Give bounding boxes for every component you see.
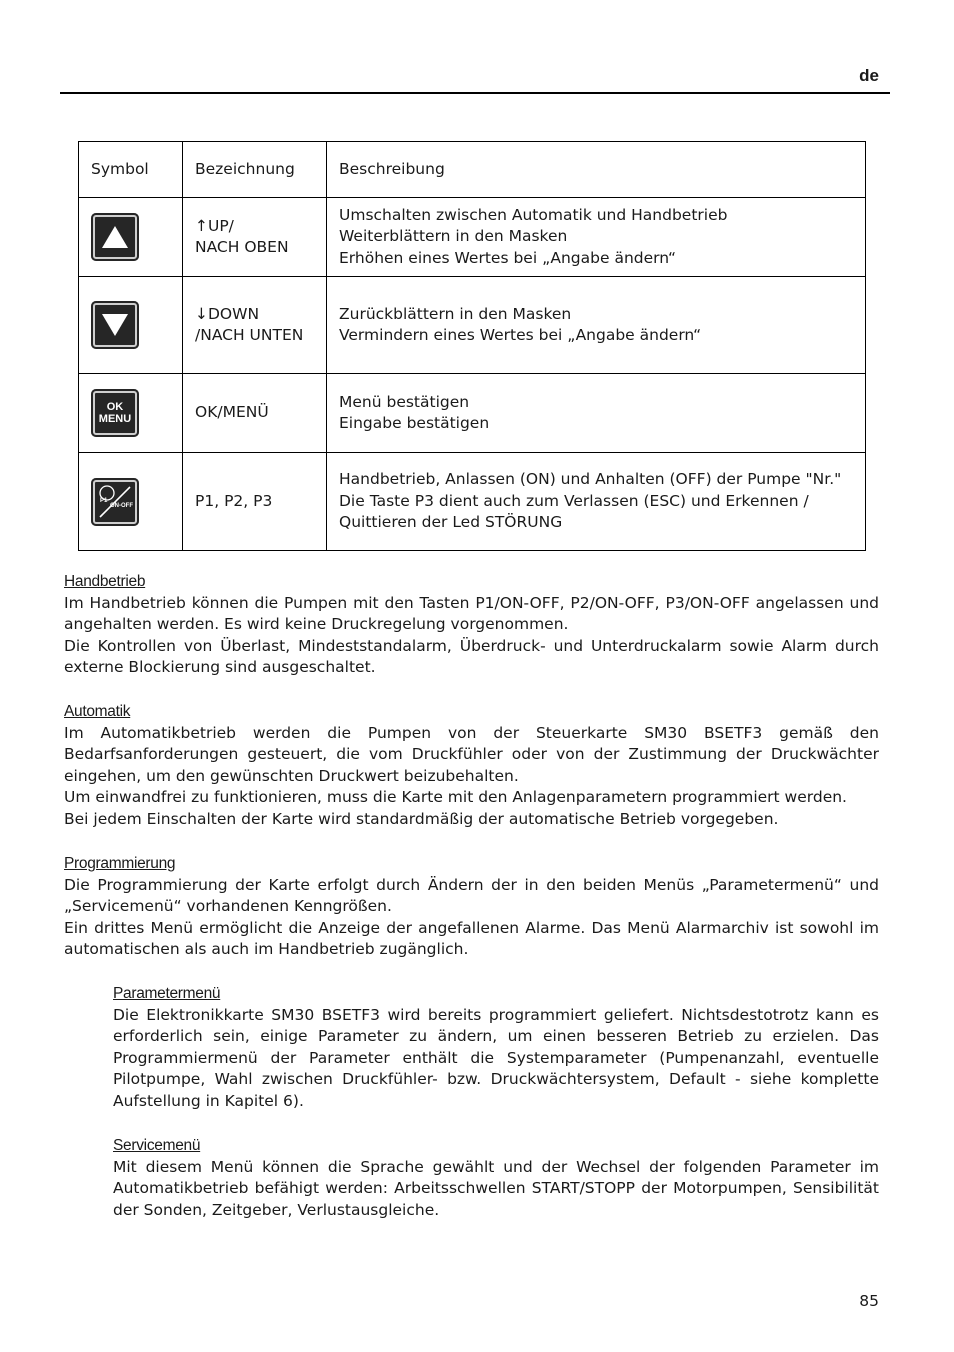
symbol-cell xyxy=(79,453,183,551)
section-title: Handbetrieb xyxy=(64,573,146,590)
description-cell xyxy=(327,277,866,374)
language-tag: de xyxy=(859,66,879,85)
arrow-down-key-icon xyxy=(91,301,139,349)
section-automatic-mode xyxy=(64,701,879,831)
section-paragraph: Die Elektronikkarte SM30 BSETF3 wird bereits programmiert geliefert. Nichtsdestotrotz kann es erforderlich sein, einige Parameter zu ändern, um einen besseren Betrieb zu erzielen. Das Programmiermenü der Parameter enthält die Systemparameter (Pumpenanzahl, eventuelle Pilotpumpe, Wahl zwischen Druckfühler- bzw. Druckwächtersystem, Default - siehe komplette Aufstellung in Kapitel 6). xyxy=(113,1005,879,1110)
symbol-cell xyxy=(79,277,183,374)
section-paragraph: Ein drittes Menü ermöglicht die Anzeige der angefallenen Alarme. Das Menü Alarmarchiv ist sowohl im automatischen als auch im Handbetrieb zugänglich. xyxy=(64,918,879,959)
section-paragraph: Die Programmierung der Karte erfolgt durch Ändern der in den beiden Menüs „Parametermenü“ und „Servicemenü“ vorhandenen Kenngrößen. xyxy=(64,875,879,916)
header-description: Beschreibung xyxy=(327,142,866,198)
table-row xyxy=(79,198,866,277)
header-symbol: Symbol xyxy=(79,142,183,198)
description-line: Vermindern eines Wertes bei „Angabe ändern“ xyxy=(339,326,702,344)
name-line: P1, P2, P3 xyxy=(195,491,273,510)
description-cell xyxy=(327,453,866,551)
header-name: Bezeichnung xyxy=(183,142,327,198)
section-paragraph: Im Automatikbetrieb werden die Pumpen von der Steuerkarte SM30 BSETF3 gemäß den Bedarfsanforderungen gesteuert, die vom Druckfühler oder von der Zustimmung der Druckwächter eingehen, um den gewünschten Druckwert beizubehalten. xyxy=(64,723,879,785)
description-line: Handbetrieb, Anlassen (ON) und Anhalten (OFF) der Pumpe "Nr." xyxy=(339,470,842,489)
description-line: Zurückblättern in den Masken xyxy=(339,304,572,323)
header-rule xyxy=(60,92,890,94)
section-paragraph: Die Kontrollen von Überlast, Mindeststandalarm, Überdruck- und Unterdruckalarm sowie Alarm durch externe Blockierung sind ausgeschaltet. xyxy=(64,636,879,677)
description-line: Die Taste P3 dient auch zum Verlassen (ESC) und Erkennen / xyxy=(339,491,809,510)
name-cell xyxy=(183,453,327,551)
description-line: Erhöhen eines Wertes bei „Angabe ändern“ xyxy=(339,248,676,267)
section-service-menu xyxy=(113,1135,879,1221)
section-parameter-menu xyxy=(113,983,879,1113)
section-title: Programmierung xyxy=(64,855,176,872)
description-line: Umschalten zwischen Automatik und Handbetrieb xyxy=(339,205,728,224)
table-row xyxy=(79,453,866,551)
description-line: Eingabe bestätigen xyxy=(339,414,490,432)
name-line: OK/MENÜ xyxy=(195,403,269,422)
name-line: ↓DOWN xyxy=(195,304,260,323)
symbol-cell xyxy=(79,374,183,453)
description-cell xyxy=(327,198,866,277)
name-line: NACH OBEN xyxy=(195,238,289,256)
section-title: Servicemenü xyxy=(113,1137,201,1154)
ok-menu-key-icon xyxy=(91,389,139,437)
menu-key-text: MENU xyxy=(98,413,132,425)
section-paragraph: Im Handbetrieb können die Pumpen mit den Tasten P1/ON-OFF, P2/ON-OFF, P3/ON-OFF angelassen und angehalten werden. Es wird keine Druckregelung vorgenommen. xyxy=(64,593,879,634)
section-paragraph: Mit diesem Menü können die Sprache gewählt und der Wechsel der folgenden Parameter im Automatikbetrieb befähigt werden: Arbeitsschwellen START/STOPP der Motorpumpen, Sensibilität der Sonden, Zeitgeber, Verlustausgleiche. xyxy=(113,1157,879,1219)
page-number: 85 xyxy=(859,1292,879,1310)
section-paragraph: Um einwandfrei zu funktionieren, muss die Karte mit den Anlagenparametern programmiert werden. xyxy=(64,788,847,807)
section-title: Parametermenü xyxy=(113,985,221,1002)
name-line: /NACH UNTEN xyxy=(195,326,304,344)
name-line: ↑UP/ xyxy=(195,216,234,235)
table-header-row xyxy=(79,142,866,198)
section-title: Automatik xyxy=(64,703,131,720)
pump-on-off-key-icon xyxy=(91,478,139,526)
name-cell xyxy=(183,374,327,453)
description-line: Weiterblättern in den Masken xyxy=(339,227,568,246)
description-line: Quittieren der Led STÖRUNG xyxy=(339,513,563,532)
arrow-up-key-icon xyxy=(91,213,139,261)
ok-key-text: OK xyxy=(106,401,124,413)
on-off-key-text: ON-OFF xyxy=(110,503,133,509)
description-cell xyxy=(327,374,866,453)
table-row xyxy=(79,374,866,453)
key-symbol-table xyxy=(78,141,866,551)
section-manual-mode xyxy=(64,571,879,679)
p1-key-text: P1 xyxy=(100,497,108,504)
section-programming xyxy=(64,853,879,961)
table-row xyxy=(79,277,866,374)
name-cell xyxy=(183,198,327,277)
name-cell xyxy=(183,277,327,374)
section-paragraph: Bei jedem Einschalten der Karte wird standardmäßig der automatische Betrieb vorgegeben. xyxy=(64,809,779,828)
symbol-cell xyxy=(79,198,183,277)
description-line: Menü bestätigen xyxy=(339,392,470,411)
